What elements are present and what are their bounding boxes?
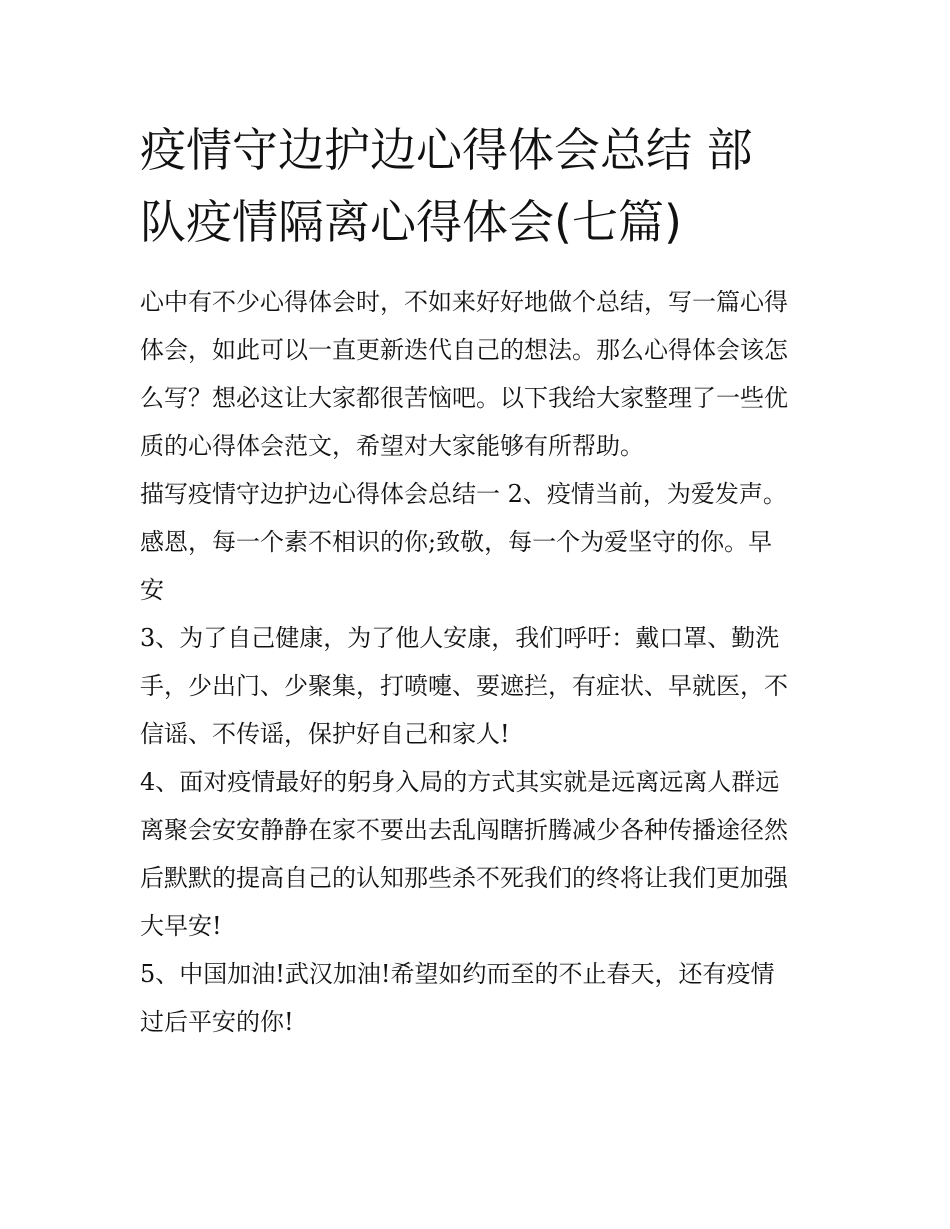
text-line: 离聚会安安静静在家不要出去乱闯瞎折腾减少各种传播途径然 bbox=[140, 816, 788, 844]
text-line: 感恩，每一个素不相识的你;致敬，每一个为爱坚守的你。早 bbox=[140, 528, 773, 556]
paragraph-item-2 bbox=[140, 470, 840, 614]
text-line: 体会，如此可以一直更新迭代自己的想法。那么心得体会该怎 bbox=[140, 336, 788, 364]
text-line: 大早安! bbox=[140, 912, 222, 940]
paragraph-item-4 bbox=[140, 758, 840, 950]
text-line: 后默默的提高自己的认知那些杀不死我们的终将让我们更加强 bbox=[140, 864, 788, 892]
text-line: 手，少出门、少聚集，打喷嚏、要遮拦，有症状、早就医，不 bbox=[140, 672, 788, 700]
document-title bbox=[140, 114, 830, 258]
text-line: 么写？想必这让大家都很苦恼吧。以下我给大家整理了一些优 bbox=[140, 384, 788, 412]
text-line: 5、中国加油!武汉加油!希望如约而至的不止春天，还有疫情 bbox=[140, 960, 775, 988]
document-body bbox=[140, 278, 840, 1046]
text-line: 4、面对疫情最好的躬身入局的方式其实就是远离远离人群远 bbox=[140, 768, 780, 796]
title-line: 疫情守边护边心得体会总结 部 bbox=[140, 123, 753, 177]
paragraph-intro bbox=[140, 278, 840, 470]
paragraph-item-5 bbox=[140, 950, 840, 1046]
text-line: 过后平安的你! bbox=[140, 1008, 294, 1036]
title-line: 队疫情隔离心得体会(七篇) bbox=[140, 195, 682, 249]
text-line: 信谣、不传谣，保护好自己和家人! bbox=[140, 720, 510, 748]
text-line: 描写疫情守边护边心得体会总结一 2、疫情当前，为爱发声。 bbox=[140, 480, 787, 508]
text-line: 安 bbox=[140, 576, 164, 604]
paragraph-item-3 bbox=[140, 614, 840, 758]
text-line: 心中有不少心得体会时，不如来好好地做个总结，写一篇心得 bbox=[140, 288, 788, 316]
text-line: 质的心得体会范文，希望对大家能够有所帮助。 bbox=[140, 432, 644, 460]
text-line: 3、为了自己健康，为了他人安康，我们呼吁：戴口罩、勤洗 bbox=[140, 624, 780, 652]
